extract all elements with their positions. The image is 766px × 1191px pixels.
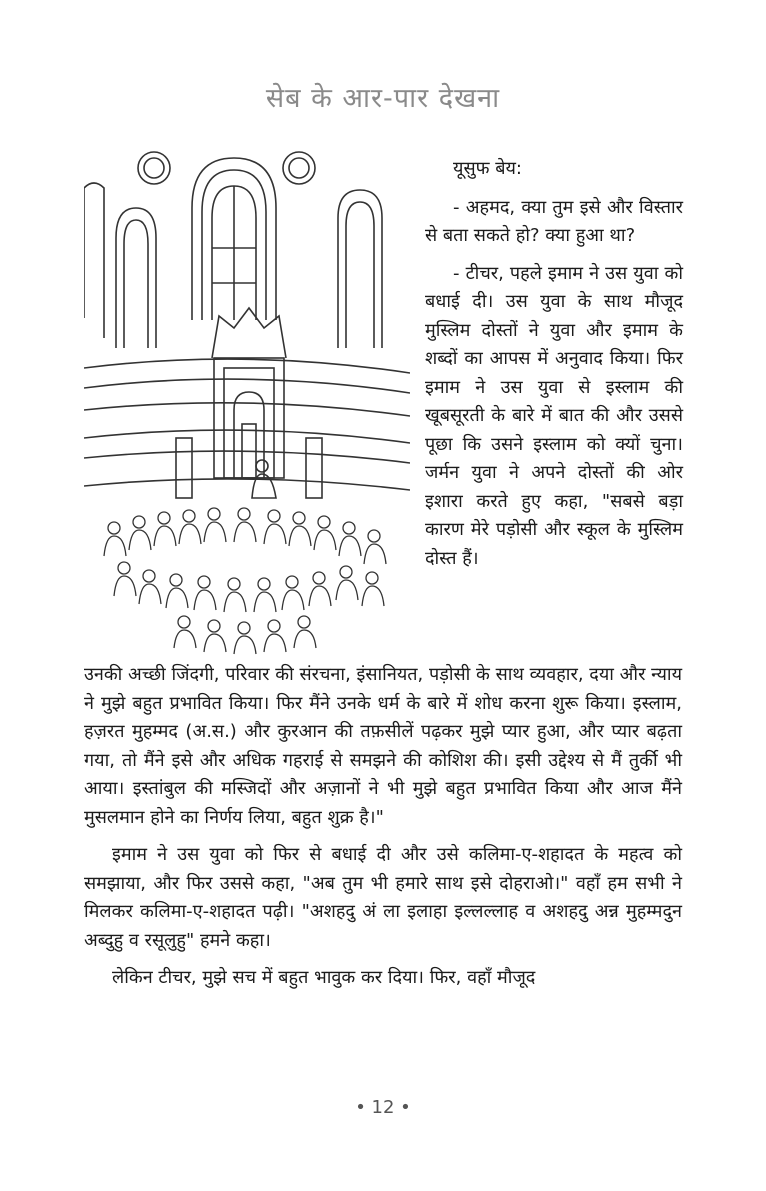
page-number: • 12 • <box>355 1097 411 1118</box>
answer-paragraph-continued: उनकी अच्छी जिंदगी, परिवार की संरचना, इंसानियत, पड़ोसी के साथ व्यवहार, दया और न्याय ने मुझे बहुत प्रभावित किया। फिर मैंने उनके धर्म के बारे में शोध करना शुरू किया। इस्लाम, हज़रत मुहम्मद (अ.स.) और कुरआन की तफ़सीलें पढ़कर मुझे प्यार हुआ, और प्यार बढ़ता गया, तो मैंने इसे और अधिक गहराई से समझने की कोशिश की। इसी उद्देश्य से मैं तुर्की भी आया। इस्तांबुल की मस्जिदों और अज़ानों ने भी मुझे बहुत प्रभावित किया और आज मैंने मुसलमान होने का निर्णय लिया, बहुत शुक्र है।" <box>84 664 683 828</box>
paragraph-emotional: लेकिन टीचर, मुझे सच में बहुत भावुक कर दिया। फिर, वहाँ मौजूद <box>112 967 536 988</box>
mosque-illustration <box>84 148 410 658</box>
answer-paragraph-start: - टीचर, पहले इमाम ने उस युवा को बधाई दी। उस युवा के साथ मौजूद मुस्लिम दोस्तों ने युवा और इमाम के शब्दों का आपस में अनुवाद किया। फिर इमाम ने उस युवा से इस्लाम की खूबसूरती के बारे में बात की और उससे पूछा कि उसने इस्लाम को क्यों चुना। जर्मन युवा ने अपने दोस्तों की ओर इशारा करते हुए कहा, "सबसे बड़ा कारण मेरे पड़ोसी और स्कूल के मुस्लिम दोस्त हैं। <box>425 262 683 569</box>
paragraph-kalima: इमाम ने उस युवा को फिर से बधाई दी और उसे कलिमा-ए-शहादत के महत्व को समझाया, और फिर उससे कहा, "अब तुम भी हमारे साथ इसे दोहराओ।" वहाँ हम सभी ने मिलकर कलिमा-ए-शहादत पढ़ी। "अशहदु अं ला इलाहा इल्लल्लाह व अशहदु अन्न मुहम्मदुन अब्दुहु व रसूलुहु" हमने कहा। <box>84 844 682 951</box>
side-text-column <box>425 155 683 582</box>
page-title: सेब के आर-पार देखना <box>265 83 501 114</box>
body-text-column <box>84 661 682 1002</box>
speaker-line: यूसुफ बेय: <box>453 158 522 179</box>
question-paragraph: - अहमद, क्या तुम इसे और विस्तार से बता सकते हो? क्या हुआ था? <box>425 196 683 246</box>
